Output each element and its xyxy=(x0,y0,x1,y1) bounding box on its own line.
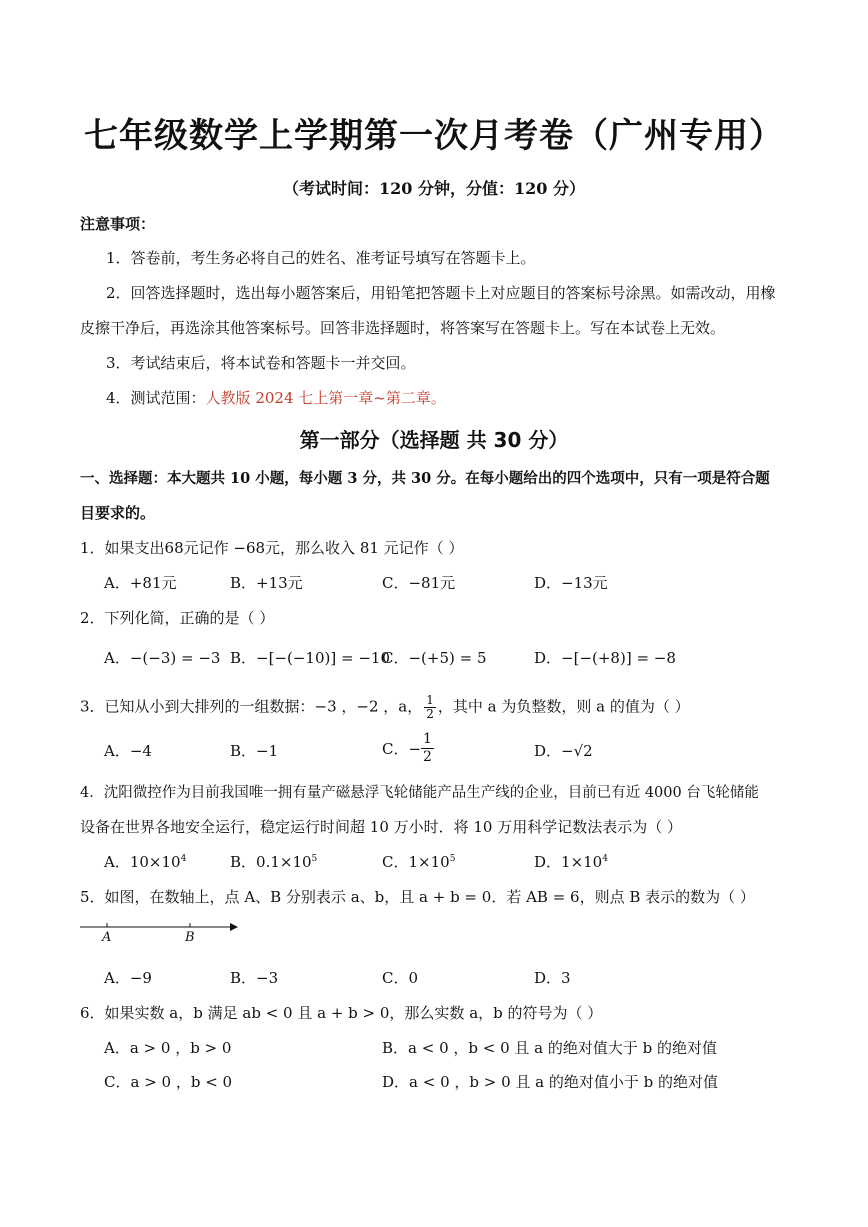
question-4-stem: 4．沈阳微控作为目前我国唯一拥有量产磁悬浮飞轮储能产品生产线的企业，目前已有近 4000 台飞轮储能 xyxy=(80,785,759,801)
q4-option-b-exp: 5 xyxy=(311,854,318,864)
point-a-label: A xyxy=(102,930,112,945)
q3-option-b: B．−1 xyxy=(230,742,279,760)
q1-option-b: B．+13元 xyxy=(230,574,303,592)
page-title: 七年级数学上学期第一次月考卷（广州专用） xyxy=(84,116,784,156)
test-range: 人教版 2024 七上第一章~第二章。 xyxy=(205,389,446,407)
notice-2: 2．回答选择题时，选出每小题答案后，用铅笔把答题卡上对应题目的答案标号涂黑。如需改动，用橡 xyxy=(106,284,776,302)
q3-option-c-den: 2 xyxy=(423,749,432,765)
q3-option-c-fraction xyxy=(421,731,434,766)
notice-2-cont: 皮擦干净后，再选涂其他答案标号。回答非选择题时，将答案写在答题卡上。写在本试卷上无效。 xyxy=(80,319,726,337)
section-title: 第一部分（选择题 共 30 分） xyxy=(299,428,569,452)
point-b-label: B xyxy=(185,930,195,945)
exam-info: （考试时间：120 分钟，分值：120 分） xyxy=(283,179,585,198)
q4-option-a xyxy=(104,851,186,872)
q4-option-d-exp: 4 xyxy=(602,854,608,864)
arrow-icon xyxy=(230,923,238,931)
q6-option-a: A．a > 0 ，b > 0 xyxy=(104,1039,232,1057)
q2-option-a: A．−(−3) = −3 xyxy=(104,649,221,667)
q1-option-c: C．−81元 xyxy=(382,574,456,592)
q5-option-d: D．3 xyxy=(534,969,571,987)
notice-heading: 注意事项： xyxy=(80,215,156,233)
q4-option-a-base: A．10×10 xyxy=(104,853,181,871)
q4-option-d-base: D．1×10 xyxy=(534,853,603,871)
notice-4-prefix: 4．测试范围： xyxy=(106,389,206,407)
q2-option-d: D．−[−(+8)] = −8 xyxy=(534,649,676,667)
q6-option-b: B．a < 0 ，b < 0 且 a 的绝对值大于 b 的绝对值 xyxy=(382,1039,718,1057)
q4-option-c-base: C．1×10 xyxy=(382,853,450,871)
q2-option-c: C．−(+5) = 5 xyxy=(382,649,487,667)
number-line-figure xyxy=(80,912,238,948)
section-intro: 一、选择题：本大题共 10 小题，每小题 3 分，共 30 分。在每小题给出的四个选项中，只有一项是符合题 xyxy=(80,470,770,487)
q4-option-d xyxy=(534,851,608,872)
section-intro-cont: 目要求的。 xyxy=(80,504,156,522)
q3-frac-num: 1 xyxy=(426,693,434,707)
q1-option-d: D．−13元 xyxy=(534,574,608,592)
question-1-stem: 1．如果支出68元记作 −68元，那么收入 81 元记作（ ） xyxy=(80,539,464,557)
question-2-stem: 2．下列化简，正确的是（ ） xyxy=(80,609,275,627)
q3-option-c-label: C．− xyxy=(382,740,422,758)
q5-option-b: B．−3 xyxy=(230,969,279,987)
q3-stem-tail: ，其中 a 为负整数，则 a 的值为（ ） xyxy=(437,697,690,716)
q3-option-a: A．−4 xyxy=(104,742,152,760)
q4-option-b-base: B．0.1×10 xyxy=(230,853,312,871)
q1-option-a: A．+81元 xyxy=(104,574,177,592)
q3-stem-text: 3．已知从小到大排列的一组数据：−3 ，−2 ，a， xyxy=(80,697,423,716)
q3-fraction xyxy=(424,694,436,721)
question-6-stem: 6．如果实数 a，b 满足 ab < 0 且 a + b > 0，那么实数 a，b 的符号为（ ） xyxy=(80,1004,603,1022)
q3-option-c xyxy=(382,731,434,766)
notice-1: 1．答卷前，考生务必将自己的姓名、准考证号填写在答题卡上。 xyxy=(106,249,536,267)
notice-3: 3．考试结束后，将本试卷和答题卡一并交回。 xyxy=(106,354,416,372)
q4-option-a-exp: 4 xyxy=(180,854,187,864)
question-3-stem xyxy=(80,694,690,721)
q3-frac-den: 2 xyxy=(426,707,434,721)
q2-option-b: B．−[−(−10)] = −10 xyxy=(230,649,390,667)
question-4-stem-cont: 设备在世界各地安全运行，稳定运行时间超 10 万小时．将 10 万用科学记数法表示为（ ） xyxy=(80,818,683,836)
q4-option-b xyxy=(230,851,317,872)
q4-option-c xyxy=(382,851,455,872)
q3-option-c-num: 1 xyxy=(423,731,432,747)
question-5-stem: 5．如图，在数轴上，点 A、B 分别表示 a、b，且 a + b = 0．若 AB = 6，则点 B 表示的数为（ ） xyxy=(80,888,755,906)
notice-4 xyxy=(106,387,446,408)
q6-option-d: D．a < 0 ，b > 0 且 a 的绝对值小于 b 的绝对值 xyxy=(382,1073,719,1091)
q6-option-c: C．a > 0 ，b < 0 xyxy=(104,1073,233,1091)
q4-option-c-exp: 5 xyxy=(449,854,456,864)
q5-option-a: A．−9 xyxy=(104,969,152,987)
q3-option-d: D．−√2 xyxy=(534,742,593,760)
q5-option-c: C．0 xyxy=(382,969,419,987)
